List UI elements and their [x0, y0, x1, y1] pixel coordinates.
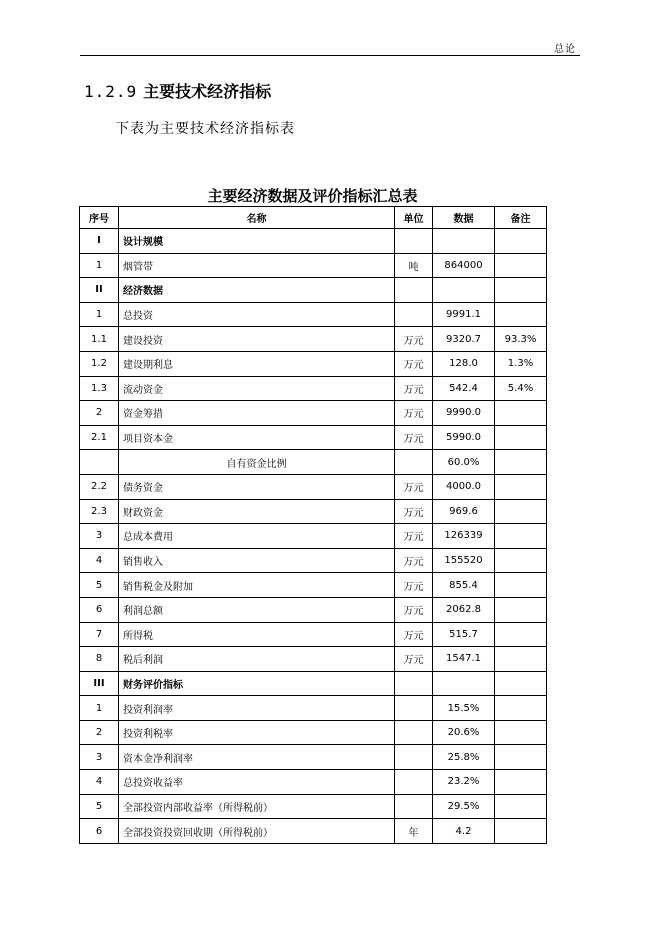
cell-note: 93.3%	[495, 327, 547, 352]
cell-value: 515.7	[433, 622, 495, 647]
cell-name: 烟管带	[119, 253, 395, 278]
cell-note	[495, 794, 547, 819]
cell-name: 建设投资	[119, 327, 395, 352]
cell-name: 建设期利息	[119, 351, 395, 376]
table-row	[80, 401, 547, 426]
cell-value	[433, 229, 495, 254]
cell-name: 债务资金	[119, 474, 395, 499]
cell-unit	[395, 720, 433, 745]
cell-note	[495, 524, 547, 549]
cell-value: 4000.0	[433, 474, 495, 499]
cell-name: 全部投资投资回收期（所得税前）	[119, 819, 395, 844]
cell-name: 全部投资内部收益率（所得税前）	[119, 794, 395, 819]
cell-seq: 1.2	[80, 351, 119, 376]
cell-unit: 万元	[395, 622, 433, 647]
section-title: 主要技术经济指标	[143, 82, 272, 101]
cell-note	[495, 229, 547, 254]
cell-unit: 年	[395, 819, 433, 844]
cell-unit: 万元	[395, 401, 433, 426]
cell-name: 经济数据	[119, 278, 395, 303]
table-row	[80, 229, 547, 254]
cell-value: 25.8%	[433, 745, 495, 770]
cell-value: 4.2	[433, 819, 495, 844]
cell-seq: 2.1	[80, 425, 119, 450]
section-number: 1.2.9	[84, 82, 138, 101]
table-row	[80, 794, 547, 819]
cell-name: 税后利润	[119, 647, 395, 672]
cell-name: 财政资金	[119, 499, 395, 524]
table-row	[80, 524, 547, 549]
cell-seq: 3	[80, 524, 119, 549]
cell-value: 15.5%	[433, 696, 495, 721]
column-header-name: 名称	[119, 207, 395, 229]
cell-name: 自有资金比例	[119, 450, 395, 475]
intro-paragraph: 下表为主要技术经济指标表	[115, 121, 295, 137]
cell-unit	[395, 278, 433, 303]
cell-seq: II	[80, 278, 119, 303]
cell-note	[495, 425, 547, 450]
cell-note	[495, 401, 547, 426]
table-row	[80, 278, 547, 303]
table-title: 主要经济数据及评价指标汇总表	[207, 187, 418, 205]
table-row	[80, 745, 547, 770]
cell-value	[433, 278, 495, 303]
cell-unit	[395, 671, 433, 696]
cell-unit: 吨	[395, 253, 433, 278]
cell-note	[495, 622, 547, 647]
table-row	[80, 671, 547, 696]
table-row	[80, 253, 547, 278]
cell-value: 5990.0	[433, 425, 495, 450]
cell-note: 1.3%	[495, 351, 547, 376]
table-row	[80, 425, 547, 450]
cell-unit	[395, 696, 433, 721]
table-row	[80, 351, 547, 376]
cell-value: 155520	[433, 548, 495, 573]
cell-name: 资金筹措	[119, 401, 395, 426]
cell-unit: 万元	[395, 597, 433, 622]
table-row	[80, 819, 547, 844]
table-row	[80, 696, 547, 721]
cell-seq: 3	[80, 745, 119, 770]
cell-seq: 2.3	[80, 499, 119, 524]
cell-name: 总投资	[119, 302, 395, 327]
cell-note	[495, 647, 547, 672]
cell-name: 销售税金及附加	[119, 573, 395, 598]
cell-unit: 万元	[395, 327, 433, 352]
cell-name: 总投资收益率	[119, 770, 395, 795]
table-row	[80, 302, 547, 327]
cell-unit: 万元	[395, 647, 433, 672]
cell-note	[495, 302, 547, 327]
table-header-row	[80, 207, 547, 229]
header-divider	[80, 55, 580, 56]
section-heading	[84, 79, 271, 102]
table-row	[80, 622, 547, 647]
cell-name: 利润总额	[119, 597, 395, 622]
cell-note	[495, 474, 547, 499]
cell-unit	[395, 770, 433, 795]
cell-seq: 5	[80, 794, 119, 819]
cell-unit: 万元	[395, 425, 433, 450]
table-row	[80, 597, 547, 622]
cell-note	[495, 573, 547, 598]
cell-unit: 万元	[395, 548, 433, 573]
cell-unit: 万元	[395, 524, 433, 549]
cell-seq: 7	[80, 622, 119, 647]
cell-note	[495, 819, 547, 844]
table-body	[80, 229, 547, 844]
table-row	[80, 474, 547, 499]
cell-seq: 5	[80, 573, 119, 598]
cell-seq: 4	[80, 548, 119, 573]
cell-seq	[80, 450, 119, 475]
table-row	[80, 720, 547, 745]
cell-seq: 1	[80, 253, 119, 278]
cell-name: 项目资本金	[119, 425, 395, 450]
column-header-unit: 单位	[395, 207, 433, 229]
cell-value: 1547.1	[433, 647, 495, 672]
table-row	[80, 647, 547, 672]
table-row	[80, 376, 547, 401]
cell-seq: 1.1	[80, 327, 119, 352]
cell-name: 资本金净利润率	[119, 745, 395, 770]
cell-value	[433, 671, 495, 696]
table-row	[80, 770, 547, 795]
cell-value: 23.2%	[433, 770, 495, 795]
cell-name: 总成本费用	[119, 524, 395, 549]
cell-unit	[395, 302, 433, 327]
cell-name: 销售收入	[119, 548, 395, 573]
cell-unit: 万元	[395, 573, 433, 598]
cell-unit: 万元	[395, 499, 433, 524]
cell-unit: 万元	[395, 376, 433, 401]
cell-value: 542.4	[433, 376, 495, 401]
cell-value: 2062.8	[433, 597, 495, 622]
cell-unit	[395, 450, 433, 475]
cell-seq: 1	[80, 302, 119, 327]
cell-value: 29.5%	[433, 794, 495, 819]
cell-unit: 万元	[395, 351, 433, 376]
page-header-label: 总论	[554, 44, 576, 55]
cell-note	[495, 499, 547, 524]
cell-name: 设计规模	[119, 229, 395, 254]
cell-note	[495, 696, 547, 721]
cell-value: 969.6	[433, 499, 495, 524]
table-row	[80, 548, 547, 573]
cell-value: 9991.1	[433, 302, 495, 327]
cell-value: 855.4	[433, 573, 495, 598]
cell-value: 126339	[433, 524, 495, 549]
cell-value: 60.0%	[433, 450, 495, 475]
cell-seq: 1	[80, 696, 119, 721]
cell-name: 投资利税率	[119, 720, 395, 745]
cell-note	[495, 597, 547, 622]
cell-seq: 8	[80, 647, 119, 672]
cell-seq: I	[80, 229, 119, 254]
column-header-value: 数据	[433, 207, 495, 229]
cell-note	[495, 720, 547, 745]
cell-note	[495, 745, 547, 770]
cell-note: 5.4%	[495, 376, 547, 401]
cell-seq: 2	[80, 720, 119, 745]
column-header-note: 备注	[495, 207, 547, 229]
cell-seq: 6	[80, 819, 119, 844]
cell-note	[495, 253, 547, 278]
cell-value: 9320.7	[433, 327, 495, 352]
cell-note	[495, 548, 547, 573]
indicators-table	[79, 206, 547, 844]
cell-name: 投资利润率	[119, 696, 395, 721]
table-row	[80, 327, 547, 352]
cell-seq: 2.2	[80, 474, 119, 499]
table-row	[80, 450, 547, 475]
cell-note	[495, 671, 547, 696]
cell-note	[495, 450, 547, 475]
table-row	[80, 499, 547, 524]
table-row	[80, 573, 547, 598]
cell-name: 所得税	[119, 622, 395, 647]
cell-seq: 2	[80, 401, 119, 426]
cell-value: 864000	[433, 253, 495, 278]
cell-seq: III	[80, 671, 119, 696]
cell-name: 流动资金	[119, 376, 395, 401]
cell-note	[495, 770, 547, 795]
cell-unit	[395, 745, 433, 770]
cell-unit	[395, 229, 433, 254]
cell-unit	[395, 794, 433, 819]
cell-seq: 4	[80, 770, 119, 795]
cell-value: 9990.0	[433, 401, 495, 426]
cell-seq: 1.3	[80, 376, 119, 401]
cell-value: 128.0	[433, 351, 495, 376]
column-header-seq: 序号	[80, 207, 119, 229]
cell-value: 20.6%	[433, 720, 495, 745]
cell-unit: 万元	[395, 474, 433, 499]
cell-note	[495, 278, 547, 303]
cell-seq: 6	[80, 597, 119, 622]
cell-name: 财务评价指标	[119, 671, 395, 696]
